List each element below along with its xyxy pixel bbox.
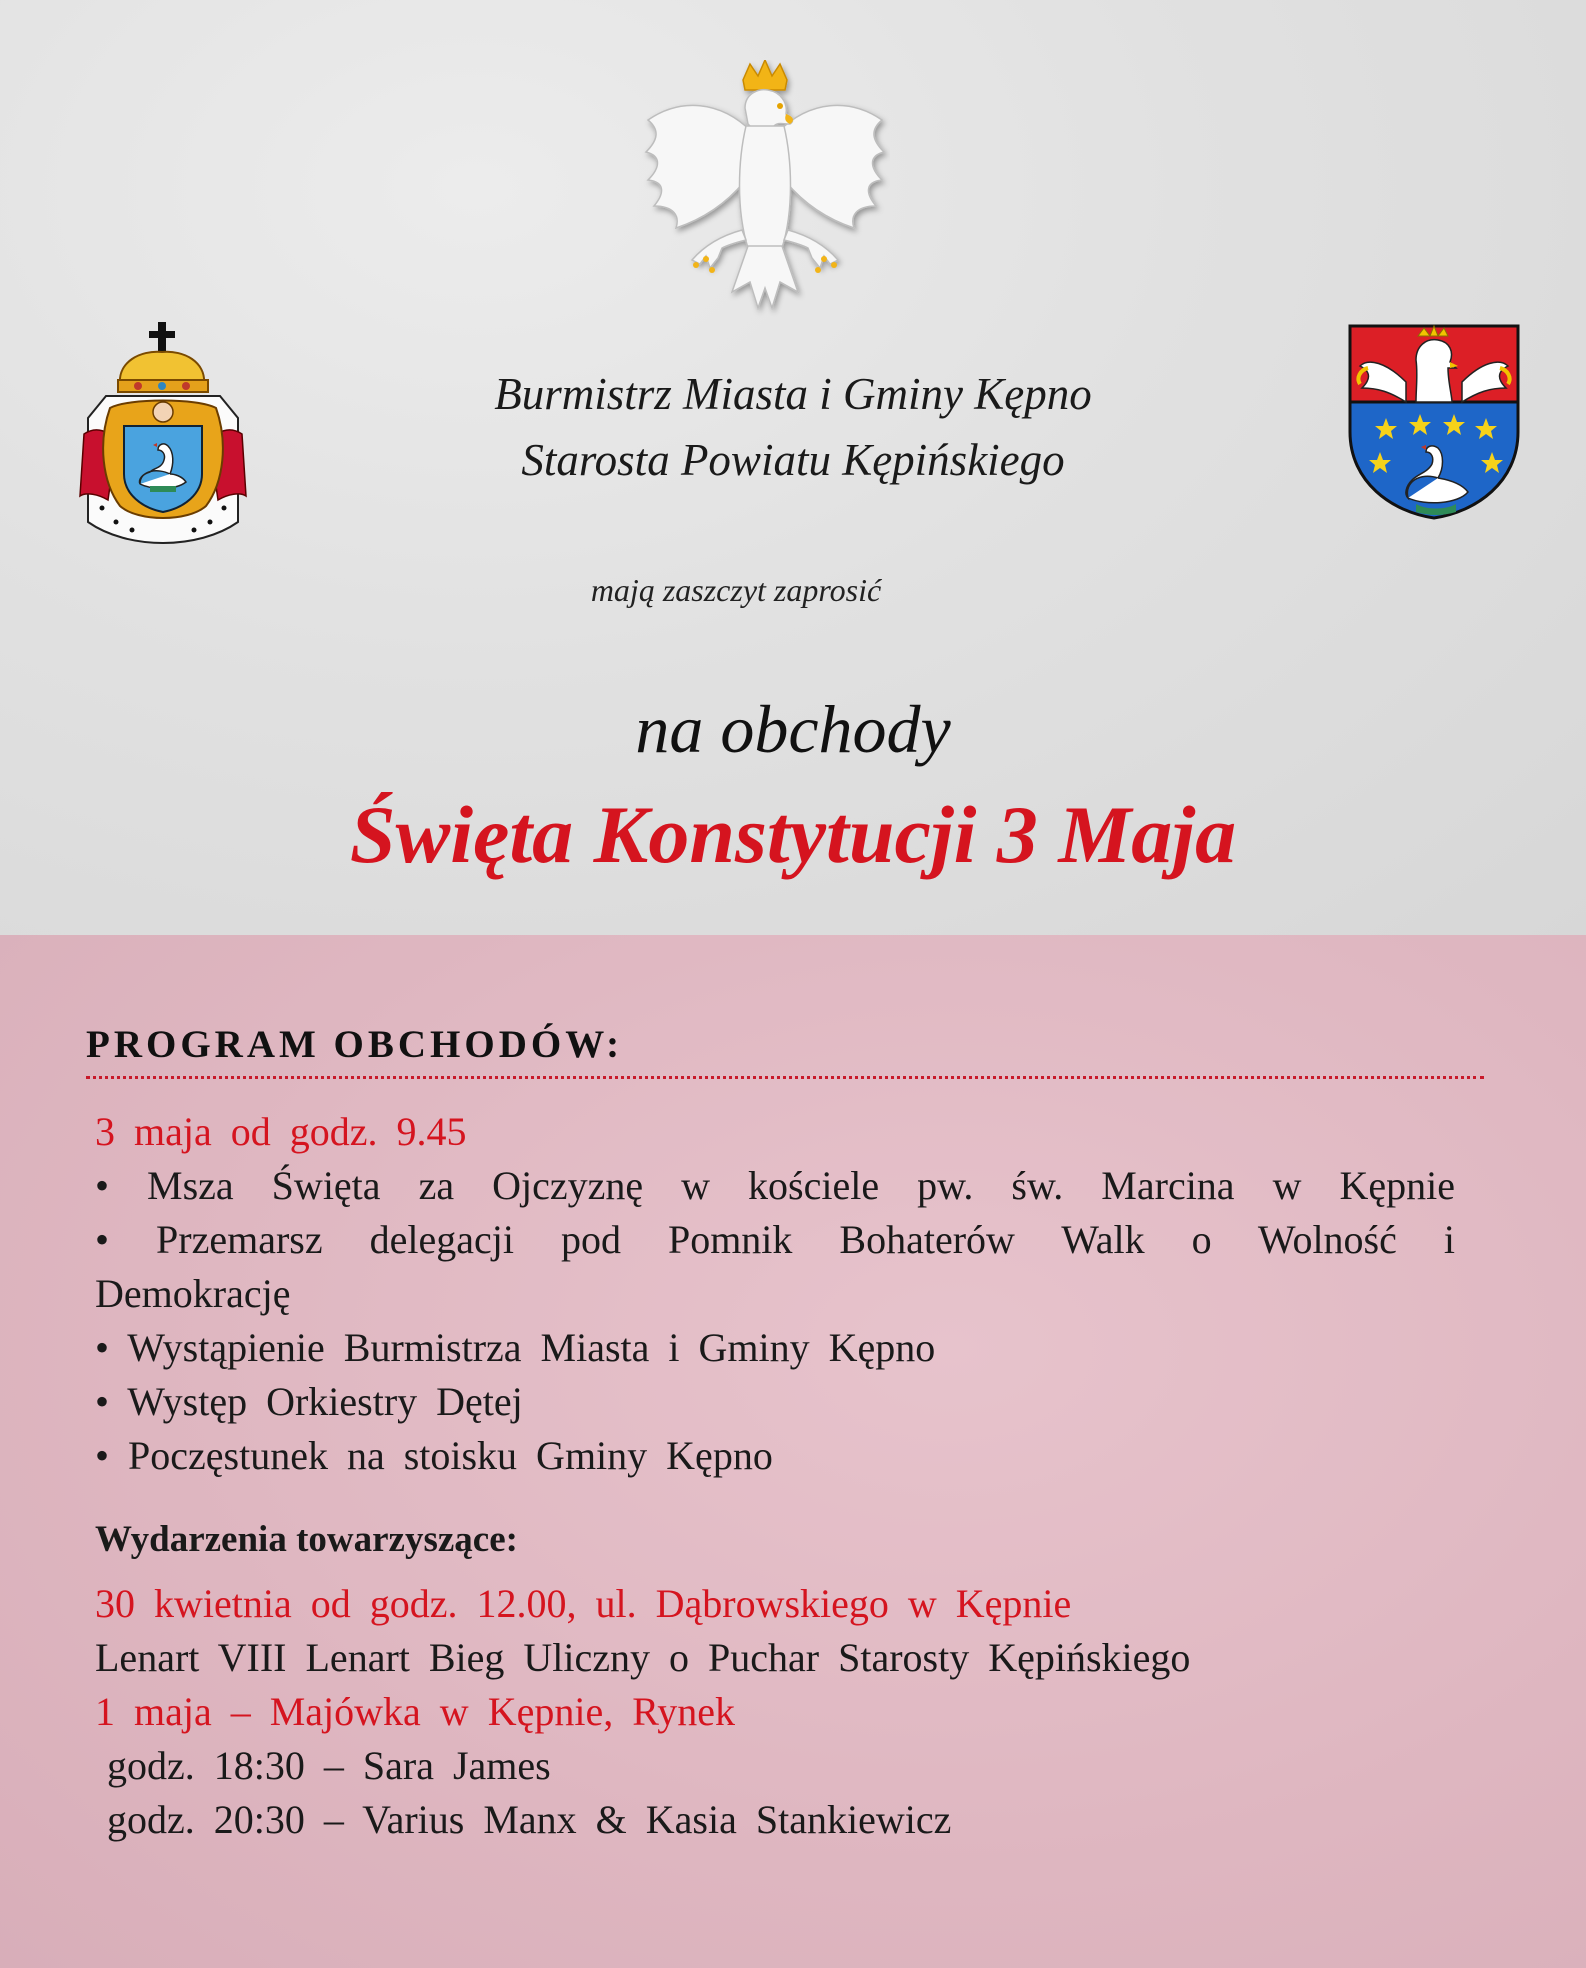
program-item: • Wystąpienie Burmistrza Miasta i Gminy Kępno: [95, 1325, 936, 1370]
event-title: Święta Konstytucji 3 Maja: [349, 789, 1237, 880]
program-item: • Występ Orkiestry Dętej: [95, 1379, 523, 1424]
host-line-starost: Starosta Powiatu Kępińskiego: [521, 435, 1065, 485]
side-event-date: 30 kwietnia od godz. 12.00, ul. Dąbrowskiego w Kępnie: [95, 1581, 1072, 1626]
program-item-continuation: Demokrację: [95, 1271, 291, 1316]
event-intro: na obchody: [635, 691, 951, 767]
side-event-date: 1 maja – Majówka w Kępnie, Rynek: [95, 1689, 736, 1734]
county-coat-of-arms-icon: [1346, 322, 1522, 522]
concert-slot: godz. 20:30 – Varius Manx & Kasia Stankiewicz: [107, 1797, 952, 1842]
side-event-description: Lenart VIII Lenart Bieg Uliczny o Puchar Starosty Kępińskiego: [95, 1635, 1191, 1680]
town-coat-of-arms-icon: [78, 322, 248, 547]
invitation-text: mają zaszczyt zaprosić: [590, 572, 882, 608]
program-item: • Poczęstunek na stoisku Gminy Kępno: [95, 1433, 773, 1478]
host-line-mayor: Burmistrz Miasta i Gminy Kępno: [494, 369, 1092, 419]
dotted-divider: [86, 1076, 1484, 1079]
program-heading: PROGRAM OBCHODÓW:: [86, 1023, 624, 1066]
program-item: • Msza Święta za Ojczyznę w kościele pw. św. Marcina w Kępnie: [95, 1163, 1455, 1208]
program-date-line: 3 maja od godz. 9.45: [95, 1109, 467, 1154]
side-events-heading: Wydarzenia towarzyszące:: [95, 1519, 518, 1560]
program-item: • Przemarsz delegacji pod Pomnik Bohaterów Walk o Wolność i: [95, 1217, 1455, 1262]
white-eagle-icon: [640, 60, 890, 330]
concert-slot: godz. 18:30 – Sara James: [107, 1743, 551, 1788]
